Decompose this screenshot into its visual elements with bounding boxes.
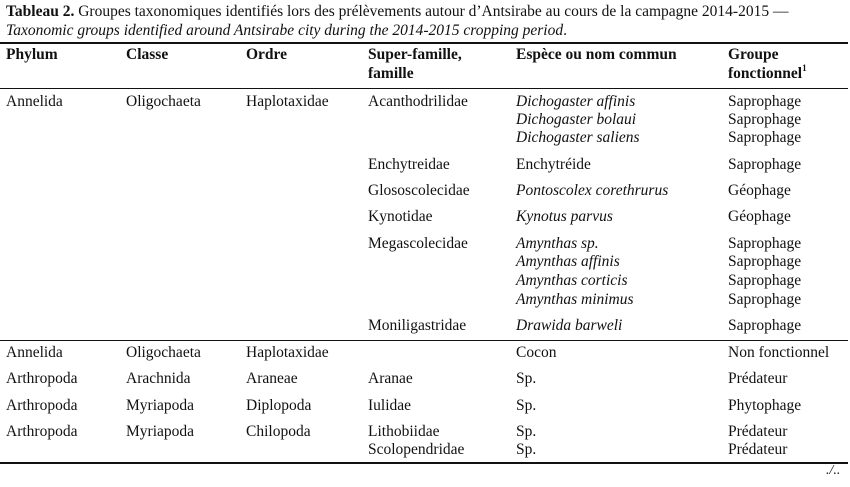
- row4-groupe: Phytophage: [728, 397, 802, 414]
- famille-glososcolecidae: Glososcolecidae: [368, 182, 470, 199]
- bottom-rule: [0, 462, 848, 464]
- espece-cell: Dichogaster bolaui: [516, 111, 637, 128]
- continued-marker: ./..: [826, 463, 841, 478]
- espece-cell: Dichogaster affinis: [516, 93, 636, 110]
- header-phylum: Phylum: [6, 46, 58, 63]
- espece-cell: Amynthas corticis: [516, 272, 628, 289]
- groupe-cell: Saprophage: [728, 111, 802, 128]
- row4-phylum: Arthropoda: [6, 397, 78, 414]
- header-espece: Espèce ou nom commun: [516, 46, 677, 63]
- espece-cell: Enchytréide: [516, 156, 591, 173]
- groupe-cell: Géophage: [728, 208, 791, 225]
- row5-groupe: Prédateur: [728, 423, 788, 440]
- row1-classe: Oligochaeta: [126, 93, 201, 110]
- row3-ordre: Araneae: [246, 370, 298, 387]
- footnote-marker: 1: [802, 63, 807, 73]
- famille-moniligastridae: Moniligastridae: [368, 317, 467, 334]
- row5-famille: Lithobiidae: [368, 423, 440, 440]
- row3-classe: Arachnida: [126, 370, 191, 387]
- row5-espece: Sp.: [516, 441, 537, 458]
- caption-french: Groupes taxonomiques identifiés lors des prélèvements autour d’Antsirabe au cours de la campagne 2014-2015 —: [74, 3, 789, 20]
- groupe-cell: Saprophage: [728, 253, 802, 270]
- table-caption: [6, 2, 842, 40]
- table-label: Tableau 2.: [6, 3, 75, 20]
- groupe-cell: Saprophage: [728, 317, 802, 334]
- row4-famille: Iulidae: [368, 397, 412, 414]
- header-classe: Classe: [126, 46, 169, 63]
- espece-cell: Kynotus parvus: [516, 208, 613, 225]
- row4-classe: Myriapoda: [126, 397, 195, 414]
- row4-espece: Sp.: [516, 397, 537, 414]
- header-famille-line1: Super-famille,: [368, 46, 462, 63]
- header-groupe-line1: Groupe: [728, 46, 779, 63]
- row5-phylum: Arthropoda: [6, 423, 78, 440]
- espece-cell: Drawida barweli: [516, 317, 623, 334]
- row1-phylum: Annelida: [6, 93, 63, 110]
- groupe-cell: Saprophage: [728, 93, 802, 110]
- row5-ordre: Chilopoda: [246, 423, 311, 440]
- groupe-cell: Saprophage: [728, 156, 802, 173]
- row3-famille: Aranae: [368, 370, 413, 387]
- header-groupe-line2: [728, 64, 807, 83]
- groupe-cell: Saprophage: [728, 272, 802, 289]
- espece-cell: Amynthas minimus: [516, 291, 634, 308]
- row2-espece: Cocon: [516, 344, 557, 361]
- famille-acanthodrilidae: Acanthodrilidae: [368, 93, 468, 110]
- groupe-cell: Saprophage: [728, 235, 802, 252]
- row3-groupe: Prédateur: [728, 370, 788, 387]
- header-famille-line2: famille: [368, 65, 414, 82]
- row5-groupe: Prédateur: [728, 441, 788, 458]
- espece-cell: Pontoscolex corethrurus: [516, 182, 669, 199]
- row1-ordre: Haplotaxidae: [246, 93, 329, 110]
- groupe-cell: Géophage: [728, 182, 791, 199]
- row3-phylum: Arthropoda: [6, 370, 78, 387]
- top-rule: [0, 42, 848, 44]
- header-groupe-text: fonctionnel: [728, 65, 803, 82]
- caption-end: .: [563, 22, 567, 39]
- groupe-cell: Saprophage: [728, 129, 802, 146]
- row2-ordre: Haplotaxidae: [246, 344, 329, 361]
- row5-famille: Scolopendridae: [368, 441, 465, 458]
- row5-classe: Myriapoda: [126, 423, 195, 440]
- famille-kynotidae: Kynotidae: [368, 208, 433, 225]
- row3-espece: Sp.: [516, 370, 537, 387]
- header-ordre: Ordre: [246, 46, 288, 63]
- row2-groupe: Non fonctionnel: [728, 344, 830, 361]
- groupe-cell: Saprophage: [728, 291, 802, 308]
- row2-classe: Oligochaeta: [126, 344, 201, 361]
- famille-enchytreidae: Enchytreidae: [368, 156, 450, 173]
- row4-ordre: Diplopoda: [246, 397, 312, 414]
- row-divider: [0, 340, 848, 341]
- famille-megascolecidae: Megascolecidae: [368, 235, 468, 252]
- row5-espece: Sp.: [516, 423, 537, 440]
- espece-cell: Dichogaster saliens: [516, 129, 640, 146]
- row2-phylum: Annelida: [6, 344, 63, 361]
- espece-cell: Amynthas sp.: [516, 235, 599, 252]
- espece-cell: Amynthas affinis: [516, 253, 620, 270]
- header-rule: [0, 88, 848, 89]
- caption-english: Taxonomic groups identified around Antsirabe city during the 2014-2015 cropping period: [6, 22, 564, 39]
